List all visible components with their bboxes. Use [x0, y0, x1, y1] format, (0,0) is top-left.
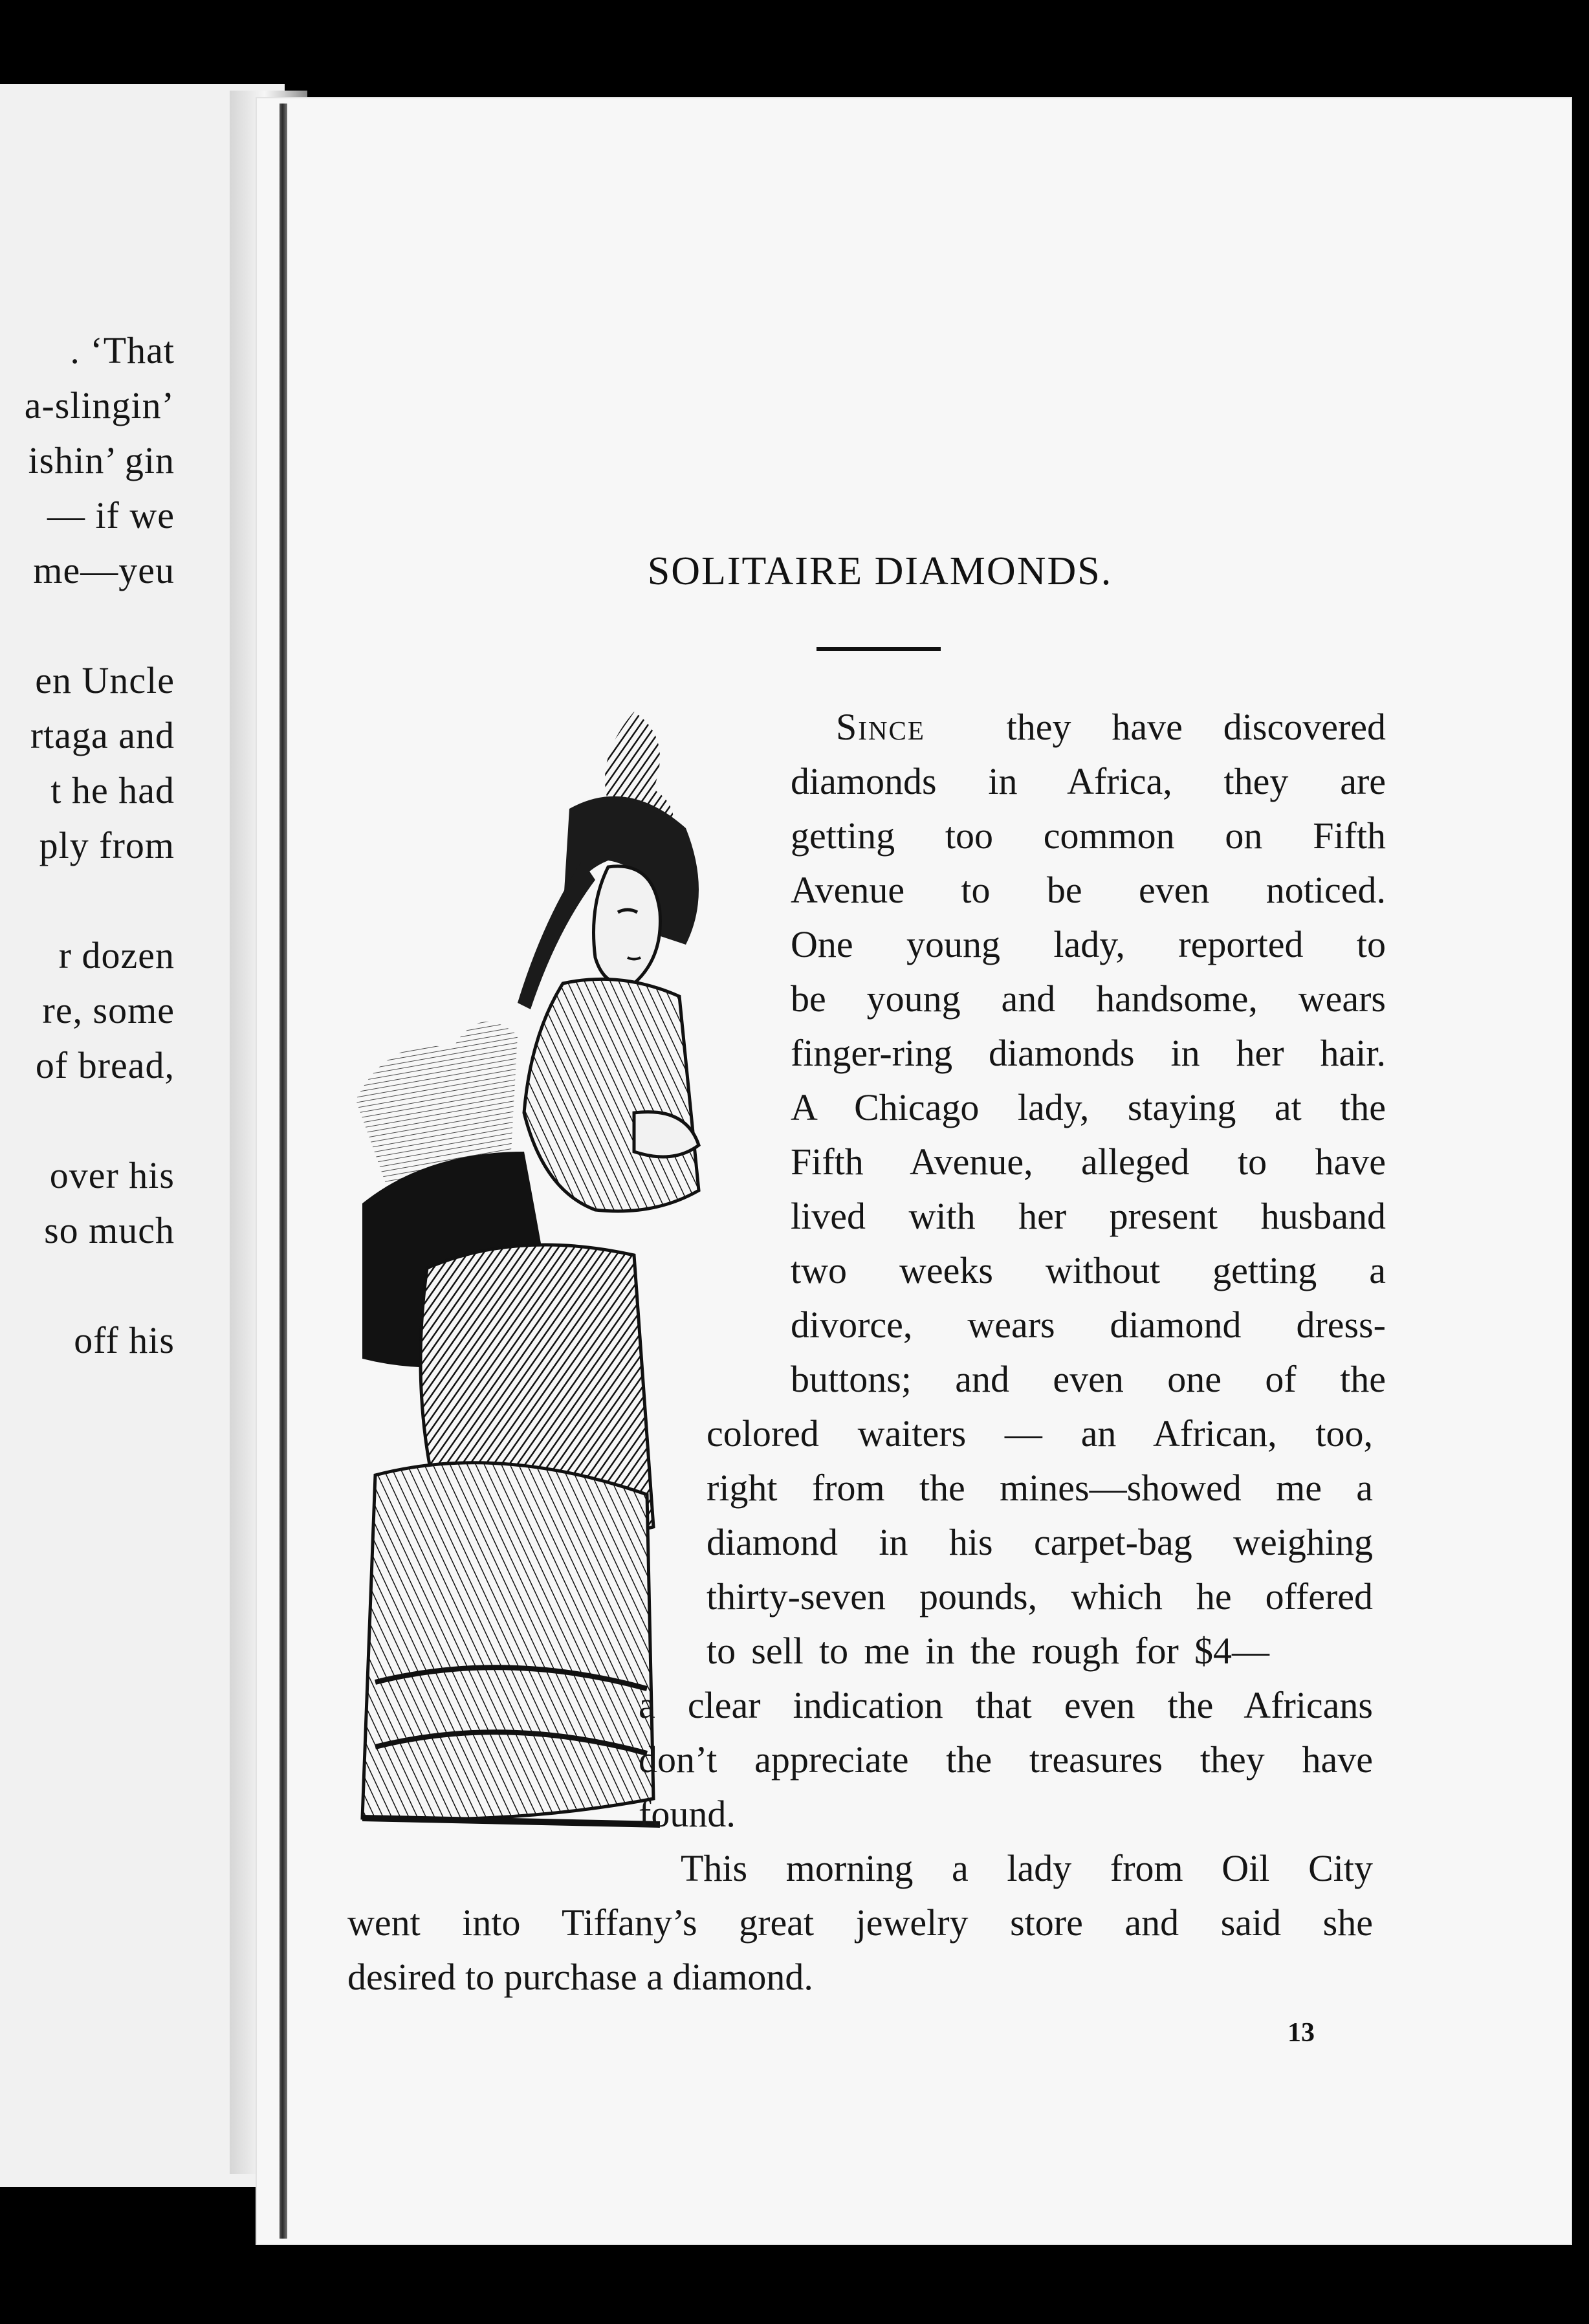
left-line: — if we: [47, 494, 175, 536]
article-line: don’t appreciate the treasures they have: [639, 1738, 1373, 1781]
left-line: rtaga and: [30, 714, 175, 756]
left-line: so much: [44, 1209, 175, 1251]
article-line: getting too common on Fifth: [791, 815, 1386, 857]
left-line: off his: [74, 1319, 175, 1361]
lady-engraving-illustration: [349, 699, 751, 1850]
article-line: right from the mines—showed me a: [707, 1467, 1373, 1509]
article-line: be young and handsome, wears: [791, 978, 1386, 1020]
left-line: ishin’ gin: [28, 439, 175, 481]
left-line: re, some: [42, 989, 175, 1031]
left-line: me—yeu: [33, 549, 175, 591]
article-line: buttons; and even one of the: [791, 1358, 1386, 1400]
lead-word: Since: [836, 706, 925, 748]
article-line: Fifth Avenue, alleged to have: [791, 1141, 1386, 1183]
scan-edge-marks: [1540, 1268, 1566, 1398]
article-line: found.: [639, 1793, 736, 1835]
paragraph2-line: went into Tiffany’s great jewelry store and said she: [347, 1902, 1373, 1944]
left-line: a-slingin’: [24, 384, 175, 426]
article-line: diamond in his carpet-bag weighing: [707, 1521, 1373, 1563]
paragraph2-line: desired to purchase a diamond.: [347, 1956, 813, 1998]
article-line: A Chicago lady, staying at the: [791, 1086, 1386, 1128]
first-line-rest: they have discovered: [1006, 706, 1386, 748]
article-line: divorce, wears diamond dress-: [791, 1304, 1386, 1346]
article-line: a clear indication that even the Africans: [639, 1684, 1373, 1726]
article-line: diamonds in Africa, they are: [791, 760, 1386, 802]
left-line: . ‘That: [70, 329, 175, 371]
article-line: colored waiters — an African, too,: [707, 1412, 1373, 1454]
left-line: over his: [49, 1154, 175, 1196]
page-edge: [279, 104, 287, 2239]
title-rule: [816, 647, 941, 651]
article-line: thirty-seven pounds, which he offered: [707, 1575, 1373, 1617]
article-line: lived with her present husband: [791, 1195, 1386, 1237]
left-line: t he had: [50, 769, 175, 811]
left-line: r dozen: [58, 934, 175, 976]
article-line-1: [836, 700, 1386, 754]
article-line: finger-ring diamonds in her hair.: [791, 1032, 1386, 1074]
page-number: 13: [1288, 2018, 1315, 2048]
article-title: SOLITAIRE DIAMONDS.: [647, 549, 1113, 593]
left-line: ply from: [39, 824, 175, 866]
article-line: two weeks without getting a: [791, 1249, 1386, 1291]
article-line: One young lady, reported to: [791, 923, 1386, 965]
paragraph2-line: This morning a lady from Oil City: [681, 1847, 1373, 1889]
article-line: Avenue to be even noticed.: [791, 869, 1386, 911]
left-line: of bread,: [35, 1044, 175, 1086]
left-line: en Uncle: [35, 659, 175, 701]
article-line: to sell to me in the rough for $4—: [707, 1630, 1269, 1672]
